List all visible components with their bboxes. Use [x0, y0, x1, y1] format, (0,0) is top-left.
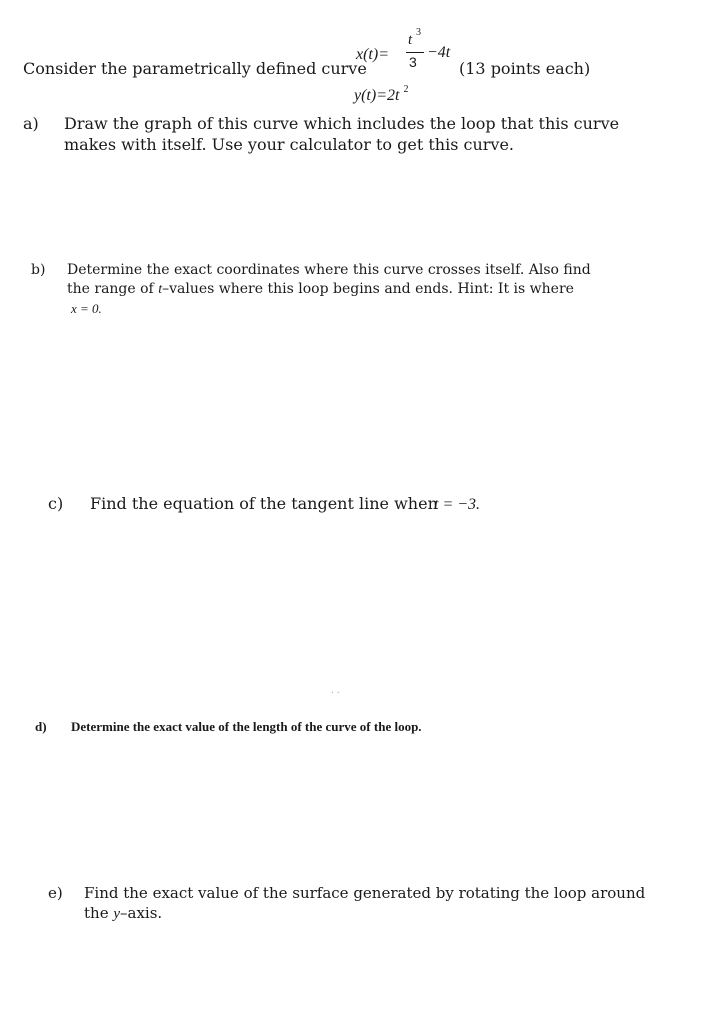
- part-b-line-3: x = 0.: [71, 301, 102, 316]
- intro-text: Consider the parametrically defined curve: [23, 59, 367, 78]
- part-b-line-2-post: –values where this loop begins and ends. Hint: It is where: [162, 281, 574, 297]
- part-a-label: a): [23, 114, 39, 133]
- part-c-text: Find the equation of the tangent line when: [90, 494, 438, 513]
- part-b-t-variable: t: [158, 282, 163, 297]
- points-text: (13 points each): [459, 59, 591, 78]
- part-c-condition: t = −3.: [434, 496, 481, 513]
- part-d-text: Determine the exact value of the length of the curve of the loop.: [71, 719, 422, 734]
- part-e-line-1: Find the exact value of the surface generated by rotating the loop around: [84, 884, 646, 902]
- part-b-line-2-pre: the range of: [67, 281, 154, 297]
- equation-y-lhs: y(t)=2t: [354, 87, 400, 104]
- part-b-line-2: [67, 281, 574, 298]
- equation-x: [356, 46, 389, 64]
- part-c-label: c): [48, 494, 64, 513]
- fraction-bar: [406, 52, 424, 53]
- stray-mark: . .: [331, 686, 340, 696]
- part-b-line-1: Determine the exact coordinates where this curve crosses itself. Also find: [67, 262, 591, 278]
- fraction-numerator-exponent: 3: [416, 27, 421, 38]
- equation-x-fraction: [404, 27, 426, 74]
- fraction-denominator: 3: [409, 54, 417, 70]
- part-b-label: b): [31, 262, 46, 278]
- part-e-y-variable: y: [113, 906, 121, 922]
- part-e-line-2-post: –axis.: [120, 904, 163, 922]
- part-e-line-2: [84, 904, 162, 923]
- equation-y: [354, 84, 409, 105]
- equation-x-lhs: x(t)=: [356, 46, 389, 63]
- equation-y-exponent: 2: [403, 84, 409, 95]
- equation-x-tail: −4t: [427, 44, 451, 61]
- part-a-line-2: makes with itself. Use your calculator to get this curve.: [64, 135, 514, 154]
- part-e-label: e): [48, 884, 63, 902]
- part-e-line-2-pre: the: [84, 904, 109, 922]
- fraction-numerator: t: [408, 32, 413, 48]
- part-a-line-1: Draw the graph of this curve which includes the loop that this curve: [64, 114, 620, 133]
- part-d-label: d): [35, 719, 47, 734]
